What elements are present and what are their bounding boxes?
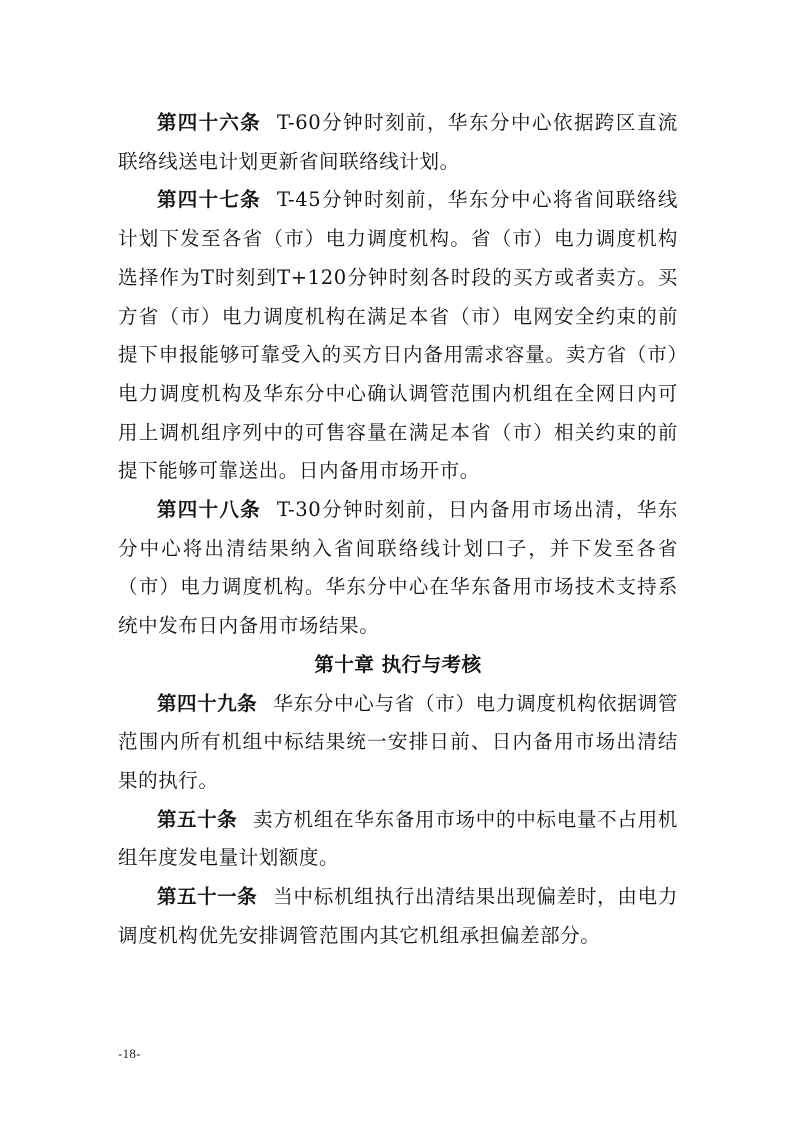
article-text: T-30分钟时刻前，日内备用市场出清，华东分中心将出清结果纳入省间联络线计划口子，并下发至各省（市）电力调度机构。华东分中心在华东备用市场技术支持系统中发布日内备用市场结果。 [118,498,678,638]
chapter-heading: 第十章 执行与考核 [314,652,482,676]
article-label: 第五十条 [157,807,238,831]
article-51 [118,878,678,955]
article-label: 第四十八条 [157,498,261,522]
page-number: -18- [118,1046,141,1061]
article-label: 第五十一条 [157,885,258,909]
article-text: T-60分钟时刻前，华东分中心依据跨区直流联络线送电计划更新省间联络线计划。 [118,111,678,173]
document-body [118,104,678,955]
article-49 [118,685,678,801]
article-48 [118,491,678,646]
article-text: 当中标机组执行出清结果出现偏差时，由电力调度机构优先安排调管范围内其它机组承担偏差部分。 [118,885,678,947]
article-label: 第四十七条 [157,188,261,212]
article-50 [118,801,678,878]
article-text: T-45分钟时刻前，华东分中心将省间联络线计划下发至各省（市）电力调度机构。省（市）电力调度机构选择作为T时刻到T+120分钟时刻各时段的买方或者卖方。买方省（市）电力调度机构在满足本省（市）电网安全约束的前提下申报能够可靠受入的买方日内备用需求容量。卖方省（市）电力调度机构及华东分中心确认调管范围内机组在全网日内可用上调机组序列中的可售容量在满足本省（市）相关约束的前提下能够可靠送出。日内备用市场开市。 [118,188,678,483]
article-text: 卖方机组在华东备用市场中的中标电量不占用机组年度发电量计划额度。 [118,807,678,870]
article-46 [118,104,678,181]
article-label: 第四十九条 [157,691,258,715]
article-text: 华东分中心与省（市）电力调度机构依据调管范围内所有机组中标结果统一安排日前、日内备用市场出清结果的执行。 [118,691,678,792]
article-47 [118,181,678,491]
article-label: 第四十六条 [157,111,261,134]
